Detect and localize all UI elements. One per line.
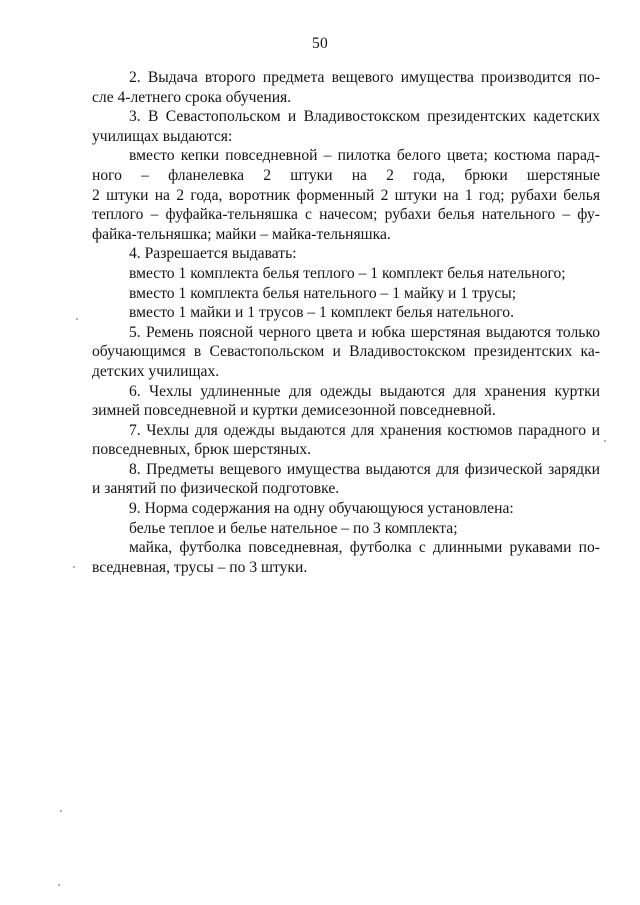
text-line: 9. Норма содержания на одну обучающуюся установлена:: [129, 500, 514, 518]
text-line: обучающимся в Севастопольском и Владивостокском президентских ка-: [92, 343, 600, 361]
text-line: ного – фланелевка 2 штуки на 2 года, брюки шерстяные: [92, 166, 600, 184]
scan-speck: [60, 810, 62, 812]
text-line: 5. Ремень поясной черного цвета и юбка шерстяная выдаются только: [129, 323, 600, 341]
text-line: вседневная, трусы – по 3 штуки.: [92, 558, 308, 576]
text-line: 4. Разрешается выдавать:: [129, 245, 297, 263]
text-line: теплого – фуфайка-тельняшка с начесом; рубахи белья нательного – фу-: [92, 206, 600, 224]
document-body: [92, 68, 600, 577]
text-line: 3. В Севастопольском и Владивостокском президентских кадетских: [129, 108, 600, 126]
text-line: 6. Чехлы удлиненные для одежды выдаются для хранения куртки: [129, 382, 600, 400]
page-number: 50: [311, 35, 329, 52]
text-line: 8. Предметы вещевого имущества выдаются для физической зарядки: [129, 460, 600, 478]
text-line: вместо 1 майки и 1 трусов – 1 комплект белья нательного.: [129, 304, 514, 322]
text-line: майка, футболка повседневная, футболка с длинными рукавами по-: [129, 539, 600, 557]
text-line: вместо 1 комплекта белья теплого – 1 комплект белья нательного;: [129, 264, 566, 282]
text-line: 2. Выдача второго предмета вещевого имущества производится по-: [129, 69, 600, 86]
text-line: училищах выдаются:: [92, 127, 233, 145]
scan-speck: [604, 440, 606, 442]
text-line: 2 штуки на 2 года, воротник форменный 2 штуки на 1 год; рубахи белья: [92, 186, 600, 204]
scan-speck: [76, 318, 78, 320]
text-line: зимней повседневной и куртки демисезонной повседневной.: [92, 402, 496, 420]
text-line: детских училищах.: [92, 362, 220, 380]
text-line: вместо 1 комплекта белья нательного – 1 майку и 1 трусы;: [129, 284, 517, 302]
text-line: и занятий по физической подготовке.: [92, 480, 340, 498]
text-line: белье теплое и белье нательное – по 3 комплекта;: [129, 519, 458, 537]
text-line: сле 4-летнего срока обучения.: [92, 88, 292, 106]
text-line: вместо кепки повседневной – пилотка белого цвета; костюма парад-: [129, 147, 600, 165]
text-line: повседневных, брюк шерстяных.: [92, 441, 312, 459]
text-line: 7. Чехлы для одежды выдаются для хранения костюмов парадного и: [129, 421, 600, 439]
scan-speck: [58, 884, 60, 886]
scan-speck: [73, 566, 75, 568]
text-line: файка-тельняшка; майки – майка-тельняшка.: [92, 225, 391, 243]
